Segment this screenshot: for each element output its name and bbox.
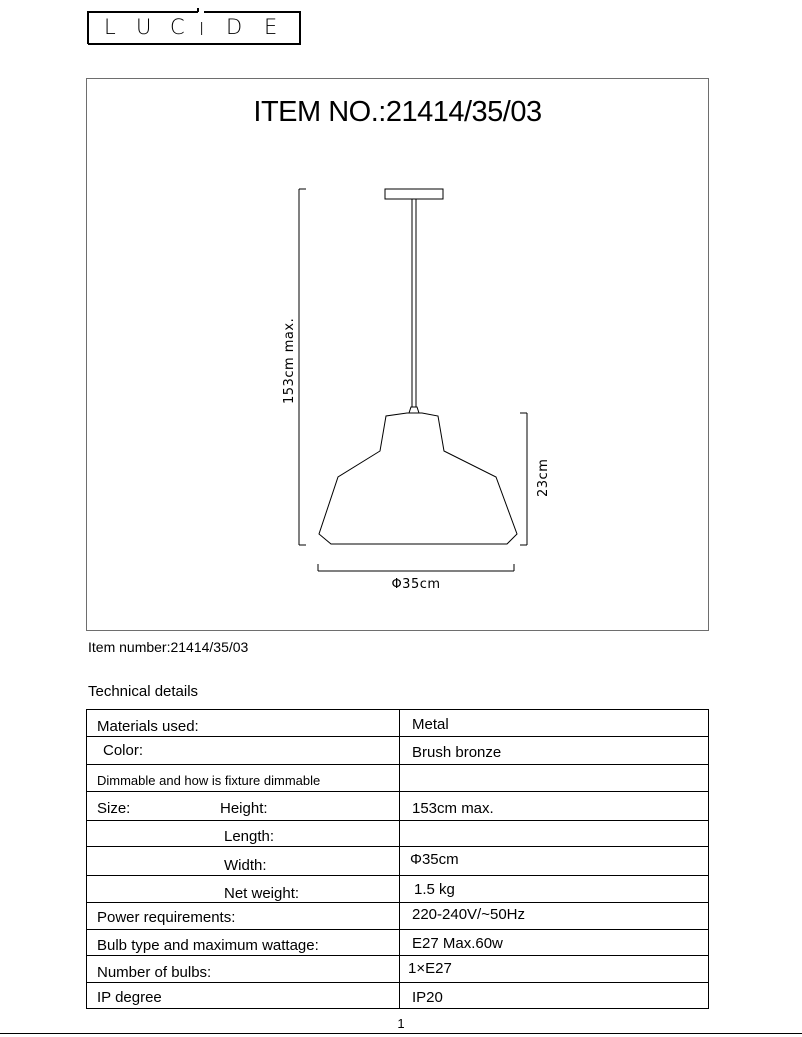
technical-details-heading: Technical details xyxy=(88,683,199,700)
page-number: 1 xyxy=(397,1016,405,1031)
table-row xyxy=(87,765,708,792)
ceiling-canopy xyxy=(385,189,443,199)
technical-drawing xyxy=(86,78,709,631)
table-row xyxy=(87,792,708,821)
spec-label: Power requirements: xyxy=(97,909,236,926)
lamp-shade xyxy=(319,413,517,544)
height-dimension-label: 153cm max. xyxy=(282,317,297,404)
spec-value: 153cm max. xyxy=(412,800,494,817)
logo-letter-e: E xyxy=(264,15,278,39)
diameter-dimension-label: Φ35cm xyxy=(391,577,441,592)
spec-value: IP20 xyxy=(412,989,443,1006)
logo-letter-c: C xyxy=(170,15,185,39)
table-row xyxy=(87,956,708,983)
drawing-title: ITEM NO.:21414/35/03 xyxy=(253,96,542,128)
logo-letter-i: I xyxy=(199,19,205,40)
spec-label: Bulb type and maximum wattage: xyxy=(97,937,319,954)
table-row xyxy=(87,847,708,876)
lucide-logo xyxy=(86,8,302,45)
table-row xyxy=(87,930,708,956)
spec-label: Dimmable and how is fixture dimmable xyxy=(97,773,321,788)
spec-value: 1×E27 xyxy=(408,960,452,977)
footer-divider xyxy=(0,1033,802,1034)
item-number: Item number:21414/35/03 xyxy=(88,639,249,655)
logo-letter-l: L xyxy=(104,15,116,39)
table-row xyxy=(87,983,708,1010)
spec-sublabel: Net weight: xyxy=(224,885,300,902)
spec-value: E27 Max.60w xyxy=(412,935,503,952)
spec-value: 1.5 kg xyxy=(414,881,455,898)
spec-value: Brush bronze xyxy=(412,744,502,761)
logo-letter-u: U xyxy=(136,15,152,39)
table-row xyxy=(87,821,708,847)
spec-label: Size: xyxy=(97,800,131,817)
spec-label: Materials used: xyxy=(97,718,199,735)
spec-sublabel: Width: xyxy=(224,857,267,874)
table-row xyxy=(87,903,708,930)
spec-value: Φ35cm xyxy=(410,851,459,868)
spec-label: IP degree xyxy=(97,989,162,1006)
spec-value: Metal xyxy=(412,716,449,733)
spec-label: Color: xyxy=(103,742,144,759)
shade-height-dimension-label: 23cm xyxy=(536,458,551,497)
technical-details-table xyxy=(86,709,709,1009)
logo-letter-d: D xyxy=(226,15,243,39)
spec-sublabel: Height: xyxy=(220,800,268,817)
table-row xyxy=(87,876,708,903)
pendant-lamp-drawing xyxy=(87,79,708,630)
table-row xyxy=(87,737,708,765)
spec-value: 220-240V/~50Hz xyxy=(412,906,525,923)
spec-sublabel: Length: xyxy=(224,828,275,845)
table-row xyxy=(87,710,708,737)
spec-label: Number of bulbs: xyxy=(97,964,212,981)
